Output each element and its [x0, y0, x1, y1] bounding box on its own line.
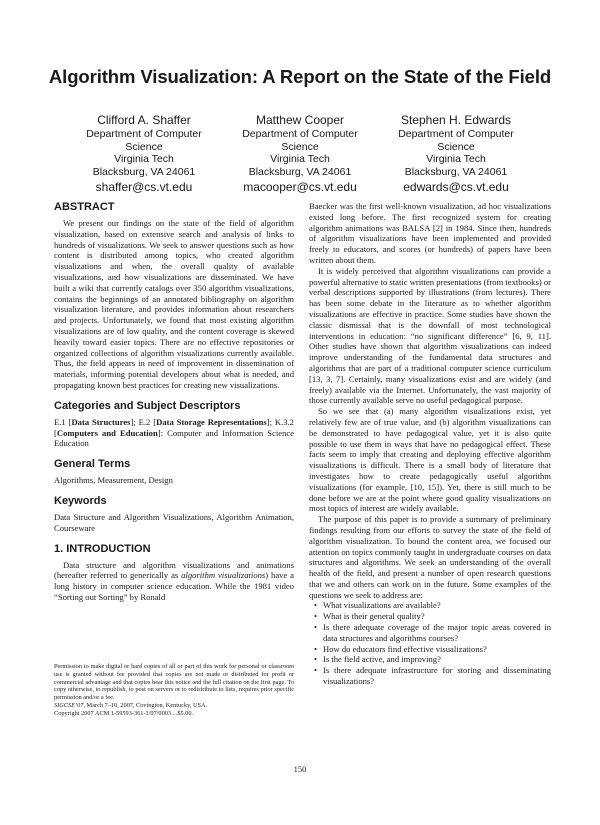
keywords-text: Data Structure and Algorithm Visualizations, Algorithm Animation, Courseware: [54, 511, 294, 533]
question-list: [309, 600, 551, 686]
categories-text: E.1 [Data Structures]; E.2 [Data Storage Representations]; K.3.2 [Computers and Education]: Computer and Information Science Education: [54, 416, 295, 449]
list-item: • What is their general quality?: [323, 611, 551, 622]
author-2: [229, 113, 371, 195]
author-3: [385, 113, 527, 195]
permission-text: Permission to make digital or hard copies of all or part of this work for personal or classroom use is granted without fee provided that copies are not made or distributed for profit or commercial advantage and that copies bear this notice and the full citation on the first page. To copy otherwise, to republish, to post on servers or to redistribute to lists, requires prior specific permission and/or a fee.: [54, 663, 294, 702]
author-department-cont: Science: [125, 140, 163, 153]
introduction-paragraph-2: It is widely perceived that algorithm visualizations can provide a powerful alternative to static written presentations (from textbooks) or verbal descriptions supported by illustrations (from lectures). There has been some debate in the literature as to whether algorithm visualizations are effective in practice. Some studies have shown the classic dismissal that is the downfall of most technological interventions in education: “no significant difference” [6, 9, 11]. Other studies have shown that algorithm visualizations can indeed improve understanding of the fundamental data structures and algorithms that are part of a traditional computer science curriculum [13, 3, 7]. Certainly, many visualizations exist and are widely (and freely) available via the Internet. Unfortunately, the vast majority of those currently available serve no useful pedagogical purpose.: [309, 265, 551, 406]
right-column: [309, 201, 551, 687]
author-email[interactable]: macooper@cs.vt.edu: [243, 180, 357, 194]
author-city: Blacksburg, VA 24061: [404, 165, 508, 178]
keywords-heading: Keywords: [54, 494, 107, 507]
author-email[interactable]: edwards@cs.vt.edu: [403, 180, 509, 194]
author-department: Department of Computer: [398, 128, 514, 140]
general-terms-text: Algorithms, Measurement, Design: [54, 475, 173, 486]
list-item: • What visualizations are available?: [323, 600, 551, 611]
author-department: Department of Computer: [86, 128, 202, 140]
list-item: • Is the field active, and improving?: [323, 654, 551, 665]
abstract-text: We present our findings on the state of the field of algorithm visualization, based on extensive search and analysis of links to hundreds of visualizations. We seek to answer questions such as how content is distributed among topics, who created algorithm visualizations and when, the overall quality of available visualizations, and how visualizations are disseminated. We have built a wiki that currently catalogs over 350 algorithm visualizations, contains the beginnings of an annotated bibliography on algorithm visualization literature, and provides information about researchers and projects. Unfortunately, we found that most existing algorithm visualizations are of low quality, and the content coverage is skewed heavily toward easier topics. There are no effective repositories or organized collections of algorithm visualizations currently available. Thus, the field appears in need of improvement in dissemination of materials, informing potential developers about what is needed, and propagating known best practices for creating new visualizations.: [54, 218, 294, 390]
general-terms-heading: General Terms: [54, 458, 131, 471]
author-name: Matthew Cooper: [255, 113, 345, 127]
introduction-heading: 1. INTRODUCTION: [54, 542, 151, 555]
list-item: • Is there adequate infrastructure for storing and disseminating visualizations?: [323, 665, 551, 687]
author-city: Blacksburg, VA 24061: [248, 165, 352, 178]
introduction-paragraph-3: So we see that (a) many algorithm visualizations exist, yet relatively few are of true value, and (b) algorithm visualizations can be demonstrated to have pedagogical value, yet it is also quite possible to use them in ways that have no pedagogical effect. These facts seem to imply that creating and deploying effective algorithm visualizations is difficult. There is a small body of literature that investigates how to create pedagogically useful algorithm visualizations (for example, [10, 15]). Yet, there is still much to be done before we are at the point where good quality visualizations on most topics of interest are widely available.: [309, 406, 551, 514]
introduction-paragraph-1: Data structure and algorithm visualizations and animations (hereafter referred to generically as algorithm visualizations) have a long history in computer science education. While the 1981 video “Sorting out Sorting” by Ronald: [54, 559, 294, 602]
author-department: Department of Computer: [242, 128, 358, 140]
conference-line: SIGCSE’07, March 7–10, 2007, Covington, Kentucky, USA.: [54, 701, 208, 709]
author-email[interactable]: shaffer@cs.vt.edu: [95, 180, 193, 194]
list-item: • Is there adequate coverage of the major topic areas covered in data structures and algorithms courses?: [323, 622, 551, 644]
author-name: Stephen H. Edwards: [400, 113, 512, 127]
paper-title: Algorithm Visualization: A Report on the State of the Field: [48, 66, 552, 87]
copyright-line: Copyright 2007 ACM 1-59593-361-1/07/0003 ...$5.00.: [54, 709, 194, 717]
author-name: Clifford A. Shaffer: [97, 113, 191, 127]
abstract-heading: ABSTRACT: [54, 201, 115, 213]
author-1: [73, 113, 215, 195]
categories-heading: Categories and Subject Descriptors: [54, 399, 241, 412]
permission-notice: [54, 663, 294, 718]
author-university: Virginia Tech: [426, 153, 486, 165]
list-item: • How do educators find effective visualizations?: [323, 644, 551, 655]
author-department-cont: Science: [281, 140, 319, 153]
author-university: Virginia Tech: [114, 153, 174, 165]
author-department-cont: Science: [437, 140, 475, 153]
author-block: [73, 113, 527, 195]
author-city: Blacksburg, VA 24061: [92, 165, 196, 178]
author-university: Virginia Tech: [270, 153, 330, 165]
page-number: 150: [293, 764, 307, 774]
introduction-continued: Baecker was the first well-known visualization, ad hoc visualizations existed long before. The first recognized system for creating algorithm animations was BALSA [2] in 1984. Since then, hundreds of algorithm visualizations have been implemented and provided freely to educators, and scores (or hundreds) of papers have been written about them.: [309, 201, 551, 265]
left-column: [54, 201, 294, 603]
introduction-paragraph-4: The purpose of this paper is to provide a summary of preliminary findings resulting from our efforts to survey the state of the field of algorithm visualization. To bound the content area, we focused our attention on topics commonly taught in undergraduate courses on data structures and algorithms. We seek an understanding of the overall health of the field, and present a number of open research questions that we and others can work on in the future. Some examples of the questions we seek to address are:: [309, 514, 551, 600]
